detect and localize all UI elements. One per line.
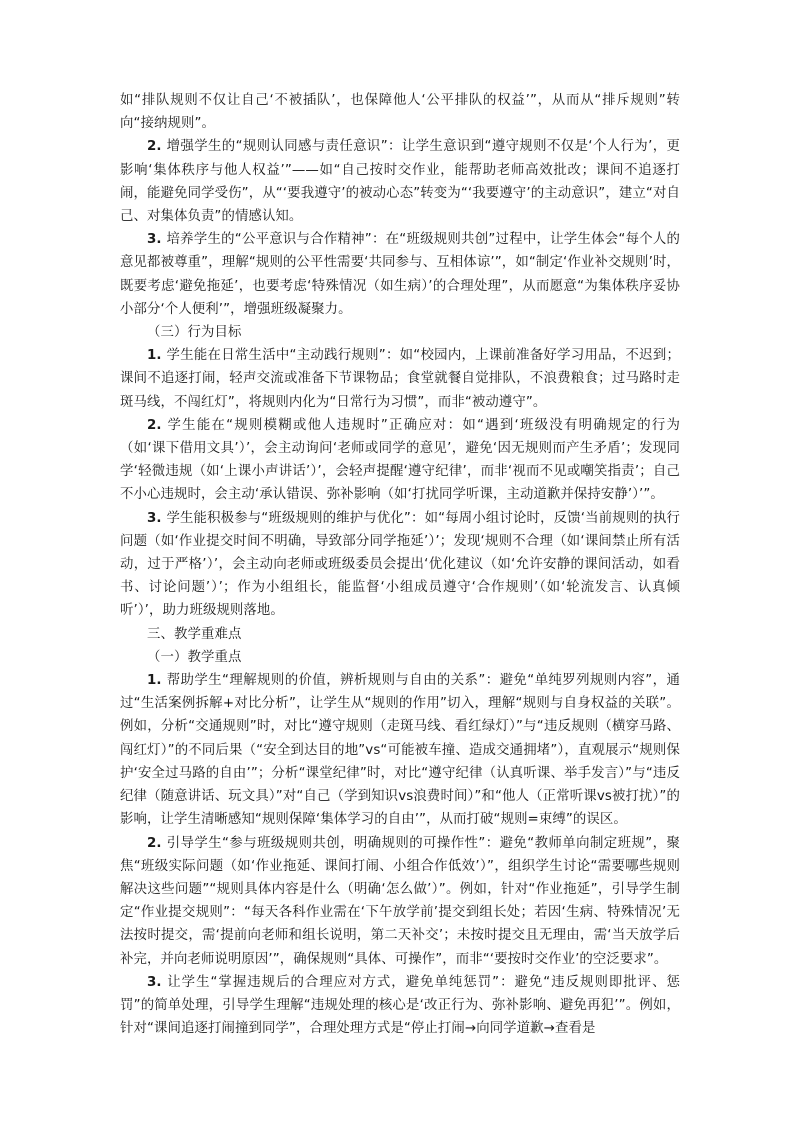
paragraph-intro-continuation (120, 89, 680, 135)
paragraph-text: 引导学生“参与班级规则共创，明确规则的可操作性”：避免“教师单向制定班规”，聚焦“班级实际问题（如‘作业拖延、课间打闹、小组合作低效’）”，组织学生讨论“需要哪些规则解决这些问题”“规则具体内容是什么（明确‘怎么做’）”。例如，针对“作业拖延”，引导学生制定“作业提交规则”：“每天各科作业需在‘下午放学前’提交到组长处；若因‘生病、特殊情况’无法按时提交，需‘提前向老师和组长说明，第二天补交’；未按时提交且无理由，需‘当天放学后补完，并向老师说明原因’”，确保规则“具体、可操作”，而非“‘要按时交作业’的空泛要求”。 (120, 835, 680, 967)
paragraph-number: 2. (147, 139, 167, 155)
paragraph-behavior-1 (120, 344, 680, 414)
heading-text: 三、教学重难点 (147, 626, 242, 642)
paragraph-number: 1. (147, 673, 167, 689)
paragraph-number: 3. (147, 510, 167, 526)
paragraph-text: 让学生“掌握违规后的合理应对方式，避免单纯惩罚”：避免“违反规则即批评、惩罚”的简单处理，引导学生理解“违规处理的核心是‘改正行为、弥补影响、避免再犯’”。例如，针对“课间追逐打闹撞到同学”，合理处理方式是“停止打闹→向同学道歉→查看是 (120, 974, 680, 1037)
section-heading-key-difficulties (120, 623, 680, 646)
section-heading-behavior-goals (120, 321, 680, 344)
paragraph-text: 学生能在日常生活中“主动践行规则”：如“校园内，上课前准备好学习用品，不迟到；课间不追逐打闹，轻声交流或准备下节课物品；食堂就餐自觉排队，不浪费粮食；过马路时走斑马线，不闯红灯”，将规则内化为“日常行为习惯”，而非“被动遵守”。 (120, 348, 680, 410)
paragraph-text: 增强学生的“规则认同感与责任意识”：让学生意识到“遵守规则不仅是‘个人行为’，更影响‘集体秩序与他人权益’”——如“自己按时交作业，能帮助老师高效批改；课间不追逐打闹，能避免同学受伤”，从“‘要我遵守’的被动心态”转变为“‘我要遵守’的主动意识”，建立“对自己、对集体负责”的情感认知。 (120, 139, 680, 225)
paragraph-text: 学生能在“规则模糊或他人违规时”正确应对：如“遇到‘班级没有明确规定的行为（如‘课下借用文具’）’，会主动询问‘老师或同学的意见’，避免‘因无规则而产生矛盾’；发现同学‘轻微违规（如‘上课小声讲话’）’，会轻声提醒‘遵守纪律’，而非‘视而不见或嘲笑指责’；自己不小心违规时，会主动‘承认错误、弥补影响（如‘打扰同学听课，主动道歉并保持安静’）’”。 (120, 417, 680, 503)
paragraph-goal-2-emotion (120, 135, 680, 228)
paragraph-number: 2. (147, 417, 168, 433)
paragraph-goal-3-emotion (120, 228, 680, 321)
paragraph-focus-1 (120, 669, 680, 831)
paragraph-text: 如“排队规则不仅让自己‘不被插队’，也保障他人‘公平排队的权益’”，从而从“排斥规则”转向“接纳规则”。 (120, 93, 680, 132)
heading-text: （一）教学重点 (147, 649, 242, 665)
paragraph-focus-2 (120, 832, 680, 971)
paragraph-number: 3. (147, 232, 167, 248)
paragraph-number: 2. (147, 835, 167, 851)
heading-text: （三）行为目标 (147, 325, 242, 341)
paragraph-behavior-2 (120, 414, 680, 507)
paragraph-text: 培养学生的“公平意识与合作精神”：在“班级规则共创”过程中，让学生体会“每个人的意见都被尊重”，理解“规则的公平性需要‘共同参与、互相体谅’”，如“制定‘作业补交规则’时，既要考虑‘避免拖延’，也要考虑‘特殊情况（如生病）’的合理处理”，从而愿意“为集体秩序妥协小部分‘个人便利’”，增强班级凝聚力。 (120, 232, 680, 317)
paragraph-text: 帮助学生“理解规则的价值，辨析规则与自由的关系”：避免“单纯罗列规则内容”，通过“生活案例拆解+对比分析”，让学生从“规则的作用”切入，理解“规则与自身权益的关联”。例如，分析“交通规则”时，对比“遵守规则（走斑马线、看红绿灯）”与“违反规则（横穿马路、闯红灯）”的不同后果（“安全到达目的地”vs“可能被车撞、造成交通拥堵”），直观展示“规则保护‘安全过马路的自由’”；分析“课堂纪律”时，对比“遵守纪律（认真听课、举手发言）”与“违反纪律（随意讲话、玩文具）”对“自己（学到知识vs浪费时间）”和“他人（正常听课vs被打扰）”的影响，让学生清晰感知“规则保障‘集体学习的自由’”，从而打破“规则=束缚”的误区。 (120, 673, 680, 828)
paragraph-behavior-3 (120, 507, 680, 623)
paragraph-focus-3 (120, 971, 680, 1041)
paragraph-number: 1. (147, 348, 167, 364)
paragraph-text: 学生能积极参与“班级规则的维护与优化”：如“每周小组讨论时，反馈‘当前规则的执行问题（如‘作业提交时间不明确，导致部分同学拖延’）’；发现‘规则不合理（如‘课间禁止所有活动，过于严格’）’，会主动向老师或班级委员会提出‘优化建议（如‘允许安静的课间活动，如看书、讨论问题’）’；作为小组组长，能监督‘小组成员遵守‘合作规则’（如‘轮流发言、认真倾听’）’，助力班级规则落地。 (120, 510, 680, 619)
document-page (120, 89, 680, 1040)
section-heading-teaching-focus (120, 646, 680, 669)
paragraph-number: 3. (147, 974, 168, 990)
